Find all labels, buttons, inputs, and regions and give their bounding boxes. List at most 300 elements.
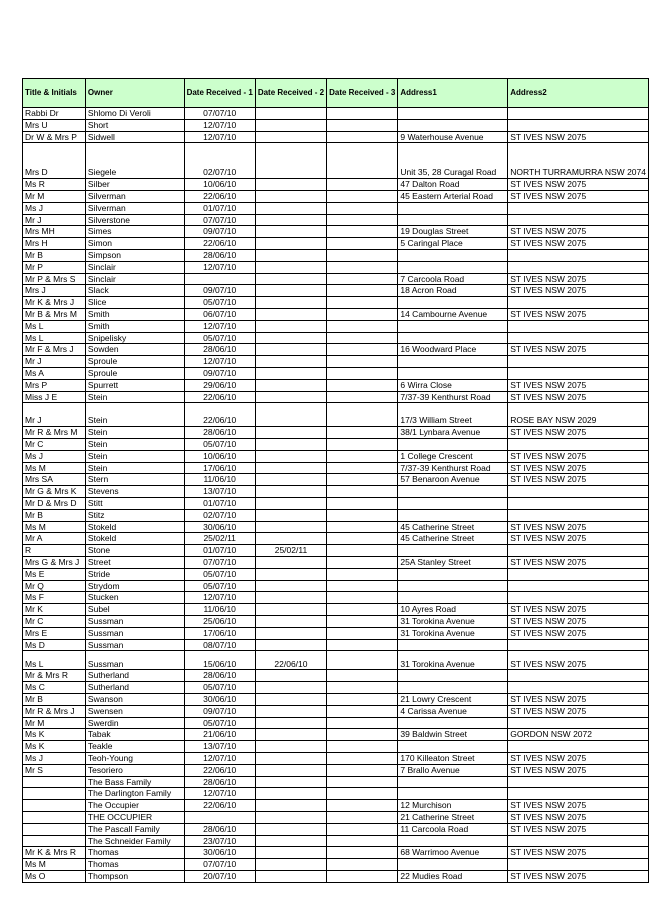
table-row xyxy=(23,788,649,800)
cell-date3 xyxy=(327,179,398,191)
cell-address1 xyxy=(398,297,508,309)
col-header-date1: Date Received - 1 xyxy=(184,79,255,108)
cell-date2 xyxy=(255,320,326,332)
cell-date3 xyxy=(327,604,398,616)
cell-title: R xyxy=(23,545,86,557)
cell-date3 xyxy=(327,651,398,670)
cell-date3 xyxy=(327,568,398,580)
cell-date1: 11/06/10 xyxy=(184,474,255,486)
cell-address2 xyxy=(508,670,649,682)
cell-address1: 18 Acron Road xyxy=(398,285,508,297)
cell-title: Ms J xyxy=(23,450,86,462)
cell-date3 xyxy=(327,249,398,261)
cell-date2 xyxy=(255,344,326,356)
cell-address2: ST IVES NSW 2075 xyxy=(508,190,649,202)
cell-owner: Sussman xyxy=(85,615,184,627)
cell-address1: 9 Waterhouse Avenue xyxy=(398,131,508,143)
cell-owner: Stride xyxy=(85,568,184,580)
cell-owner: Siegele xyxy=(85,143,184,179)
table-row xyxy=(23,344,649,356)
cell-address1: 7 Brallo Avenue xyxy=(398,764,508,776)
cell-date3 xyxy=(327,190,398,202)
cell-date3 xyxy=(327,131,398,143)
cell-date1: 02/07/10 xyxy=(184,509,255,521)
cell-title: Ms C xyxy=(23,682,86,694)
cell-address2: ST IVES NSW 2075 xyxy=(508,533,649,545)
cell-address2: ST IVES NSW 2075 xyxy=(508,391,649,403)
cell-address1 xyxy=(398,202,508,214)
col-header-owner: Owner xyxy=(85,79,184,108)
cell-date2 xyxy=(255,509,326,521)
cell-address1: 21 Lowry Crescent xyxy=(398,694,508,706)
cell-date3 xyxy=(327,521,398,533)
cell-address2 xyxy=(508,356,649,368)
cell-date2 xyxy=(255,705,326,717)
cell-owner: Sproule xyxy=(85,367,184,379)
table-row xyxy=(23,439,649,451)
cell-date3 xyxy=(327,439,398,451)
cell-title: Mr F & Mrs J xyxy=(23,344,86,356)
cell-date1: 10/06/10 xyxy=(184,179,255,191)
cell-address1: 7/37-39 Kenthurst Road xyxy=(398,391,508,403)
cell-title: Dr W & Mrs P xyxy=(23,131,86,143)
table-row xyxy=(23,261,649,273)
cell-date3 xyxy=(327,835,398,847)
cell-address2: ST IVES NSW 2075 xyxy=(508,651,649,670)
cell-title xyxy=(23,812,86,824)
cell-owner: Sussman xyxy=(85,639,184,651)
cell-date1: 05/07/10 xyxy=(184,682,255,694)
cell-address1: 31 Torokina Avenue xyxy=(398,615,508,627)
cell-owner: The Pascall Family xyxy=(85,823,184,835)
cell-date2 xyxy=(255,450,326,462)
cell-date3 xyxy=(327,741,398,753)
cell-owner: Shlomo Di Veroli xyxy=(85,108,184,120)
cell-address2: ST IVES NSW 2075 xyxy=(508,427,649,439)
cell-date3 xyxy=(327,859,398,871)
cell-date3 xyxy=(327,450,398,462)
cell-title xyxy=(23,823,86,835)
cell-address1 xyxy=(398,670,508,682)
table-row xyxy=(23,486,649,498)
cell-title: Mr Q xyxy=(23,580,86,592)
cell-title: Ms K xyxy=(23,741,86,753)
cell-address2 xyxy=(508,261,649,273)
table-row xyxy=(23,741,649,753)
cell-owner: Stone xyxy=(85,545,184,557)
table-row xyxy=(23,450,649,462)
cell-date1: 12/07/10 xyxy=(184,261,255,273)
cell-date2 xyxy=(255,670,326,682)
table-row xyxy=(23,190,649,202)
cell-title: Mr B xyxy=(23,694,86,706)
cell-address2: ST IVES NSW 2075 xyxy=(508,131,649,143)
cell-address1 xyxy=(398,498,508,510)
cell-date3 xyxy=(327,753,398,765)
cell-date1: 07/07/10 xyxy=(184,108,255,120)
cell-date1: 08/07/10 xyxy=(184,639,255,651)
cell-address2 xyxy=(508,486,649,498)
table-row xyxy=(23,705,649,717)
cell-title xyxy=(23,835,86,847)
cell-title: Ms M xyxy=(23,859,86,871)
cell-date2 xyxy=(255,332,326,344)
cell-owner: Simpson xyxy=(85,249,184,261)
cell-date2 xyxy=(255,214,326,226)
cell-title: Ms E xyxy=(23,568,86,580)
cell-title: Ms O xyxy=(23,871,86,883)
cell-address2 xyxy=(508,788,649,800)
cell-date3 xyxy=(327,556,398,568)
table-row xyxy=(23,717,649,729)
cell-date1: 05/07/10 xyxy=(184,568,255,580)
cell-date3 xyxy=(327,462,398,474)
cell-address1: 17/3 William Street xyxy=(398,403,508,427)
cell-owner: Stein xyxy=(85,439,184,451)
cell-address2 xyxy=(508,592,649,604)
cell-date1: 09/07/10 xyxy=(184,705,255,717)
table-row xyxy=(23,871,649,883)
cell-address1 xyxy=(398,776,508,788)
cell-title: Mr S xyxy=(23,764,86,776)
table-row xyxy=(23,131,649,143)
cell-date2 xyxy=(255,580,326,592)
cell-address2: ST IVES NSW 2075 xyxy=(508,308,649,320)
cell-date3 xyxy=(327,682,398,694)
cell-title: Mr P & Mrs S xyxy=(23,273,86,285)
cell-owner: Sproule xyxy=(85,356,184,368)
cell-owner: Short xyxy=(85,119,184,131)
col-header-title: Title & Initials xyxy=(23,79,86,108)
cell-owner: THE OCCUPIER xyxy=(85,812,184,824)
cell-title: Mr J xyxy=(23,214,86,226)
cell-address2 xyxy=(508,568,649,580)
cell-date2 xyxy=(255,556,326,568)
cell-date3 xyxy=(327,670,398,682)
cell-address2 xyxy=(508,119,649,131)
cell-owner: Simon xyxy=(85,238,184,250)
cell-date2 xyxy=(255,568,326,580)
cell-address1 xyxy=(398,119,508,131)
cell-address2 xyxy=(508,741,649,753)
table-row xyxy=(23,776,649,788)
cell-address1 xyxy=(398,108,508,120)
cell-title: Mr M xyxy=(23,190,86,202)
cell-owner: Sutherland xyxy=(85,682,184,694)
cell-address1 xyxy=(398,249,508,261)
cell-address1 xyxy=(398,741,508,753)
cell-date1: 22/06/10 xyxy=(184,391,255,403)
cell-title: Ms J xyxy=(23,753,86,765)
cell-date2 xyxy=(255,285,326,297)
cell-title: Mr K & Mrs R xyxy=(23,847,86,859)
cell-date1: 12/07/10 xyxy=(184,753,255,765)
col-header-date3: Date Received - 3 xyxy=(327,79,398,108)
table-row xyxy=(23,592,649,604)
cell-date2 xyxy=(255,639,326,651)
cell-date3 xyxy=(327,509,398,521)
cell-owner: Silverman xyxy=(85,190,184,202)
cell-date2 xyxy=(255,297,326,309)
cell-date1: 23/07/10 xyxy=(184,835,255,847)
cell-address1 xyxy=(398,580,508,592)
cell-date1: 12/07/10 xyxy=(184,320,255,332)
cell-owner: Stern xyxy=(85,474,184,486)
cell-title: Rabbi Dr xyxy=(23,108,86,120)
table-row xyxy=(23,823,649,835)
cell-owner: Stucken xyxy=(85,592,184,604)
cell-title: Ms A xyxy=(23,367,86,379)
cell-date1: 05/07/10 xyxy=(184,717,255,729)
cell-date1: 28/06/10 xyxy=(184,776,255,788)
cell-date1: 09/07/10 xyxy=(184,367,255,379)
cell-address2: ST IVES NSW 2075 xyxy=(508,521,649,533)
cell-owner: Stitt xyxy=(85,498,184,510)
cell-date2 xyxy=(255,776,326,788)
cell-date2 xyxy=(255,604,326,616)
cell-owner: Street xyxy=(85,556,184,568)
cell-title: Mrs U xyxy=(23,119,86,131)
cell-date2 xyxy=(255,847,326,859)
cell-date2 xyxy=(255,202,326,214)
cell-address2: ST IVES NSW 2075 xyxy=(508,556,649,568)
cell-address2: ST IVES NSW 2075 xyxy=(508,812,649,824)
cell-date2 xyxy=(255,308,326,320)
cell-owner: The Darlington Family xyxy=(85,788,184,800)
cell-date2 xyxy=(255,729,326,741)
cell-date1: 12/07/10 xyxy=(184,131,255,143)
cell-address2 xyxy=(508,297,649,309)
cell-address2: ST IVES NSW 2075 xyxy=(508,462,649,474)
cell-date1: 22/06/10 xyxy=(184,238,255,250)
cell-address2 xyxy=(508,580,649,592)
cell-date1: 20/07/10 xyxy=(184,871,255,883)
cell-owner: Stein xyxy=(85,391,184,403)
cell-address2: ST IVES NSW 2075 xyxy=(508,871,649,883)
cell-date3 xyxy=(327,545,398,557)
cell-date3 xyxy=(327,764,398,776)
cell-title: Mr D & Mrs D xyxy=(23,498,86,510)
cell-address1: 47 Dalton Road xyxy=(398,179,508,191)
records-table xyxy=(22,78,649,883)
cell-date2 xyxy=(255,812,326,824)
cell-date3 xyxy=(327,639,398,651)
table-row xyxy=(23,297,649,309)
cell-address2 xyxy=(508,320,649,332)
cell-date1: 09/07/10 xyxy=(184,285,255,297)
cell-address1: Unit 35, 28 Curagal Road xyxy=(398,143,508,179)
cell-date3 xyxy=(327,776,398,788)
cell-title: Mrs E xyxy=(23,627,86,639)
table-row xyxy=(23,859,649,871)
cell-title: Ms K xyxy=(23,729,86,741)
cell-date1: 29/06/10 xyxy=(184,379,255,391)
cell-date3 xyxy=(327,391,398,403)
cell-date1: 05/07/10 xyxy=(184,580,255,592)
cell-owner: Smith xyxy=(85,308,184,320)
cell-address2 xyxy=(508,545,649,557)
cell-owner: Stein xyxy=(85,403,184,427)
cell-date1: 25/06/10 xyxy=(184,615,255,627)
cell-address1: 12 Murchison xyxy=(398,800,508,812)
table-row xyxy=(23,509,649,521)
table-row xyxy=(23,764,649,776)
cell-owner: Stokeld xyxy=(85,521,184,533)
cell-address1: 21 Catherine Street xyxy=(398,812,508,824)
cell-date3 xyxy=(327,498,398,510)
cell-address1: 14 Cambourne Avenue xyxy=(398,308,508,320)
cell-owner: Stokeld xyxy=(85,533,184,545)
cell-date2 xyxy=(255,238,326,250)
cell-owner: Swanson xyxy=(85,694,184,706)
cell-date1: 30/06/10 xyxy=(184,694,255,706)
cell-date1: 13/07/10 xyxy=(184,741,255,753)
cell-date1: 28/06/10 xyxy=(184,249,255,261)
table-row xyxy=(23,202,649,214)
cell-address2: ST IVES NSW 2075 xyxy=(508,615,649,627)
cell-address1 xyxy=(398,568,508,580)
cell-title: Ms J xyxy=(23,202,86,214)
cell-date1: 15/06/10 xyxy=(184,651,255,670)
cell-owner: Simes xyxy=(85,226,184,238)
cell-address1 xyxy=(398,367,508,379)
cell-date2 xyxy=(255,498,326,510)
table-row xyxy=(23,835,649,847)
cell-address2 xyxy=(508,498,649,510)
cell-date2 xyxy=(255,859,326,871)
cell-title: Mrs MH xyxy=(23,226,86,238)
cell-address2: ST IVES NSW 2075 xyxy=(508,226,649,238)
cell-owner: Stein xyxy=(85,450,184,462)
cell-title: Ms L xyxy=(23,651,86,670)
cell-date3 xyxy=(327,226,398,238)
cell-date2 xyxy=(255,190,326,202)
cell-title: Ms L xyxy=(23,332,86,344)
table-row xyxy=(23,273,649,285)
cell-date1: 25/02/11 xyxy=(184,533,255,545)
cell-title: Mr J xyxy=(23,403,86,427)
cell-address1 xyxy=(398,682,508,694)
cell-title: Mrs P xyxy=(23,379,86,391)
cell-date2 xyxy=(255,462,326,474)
cell-date3 xyxy=(327,580,398,592)
table-row xyxy=(23,462,649,474)
cell-title: Mr B & Mrs M xyxy=(23,308,86,320)
cell-title: Ms L xyxy=(23,320,86,332)
cell-owner: Sowden xyxy=(85,344,184,356)
cell-address2: ST IVES NSW 2075 xyxy=(508,705,649,717)
cell-address1 xyxy=(398,545,508,557)
cell-address2: ST IVES NSW 2075 xyxy=(508,753,649,765)
cell-date2 xyxy=(255,800,326,812)
table-row xyxy=(23,682,649,694)
cell-title: Ms F xyxy=(23,592,86,604)
cell-date1: 01/07/10 xyxy=(184,498,255,510)
cell-address2: ST IVES NSW 2075 xyxy=(508,379,649,391)
cell-title: Mrs J xyxy=(23,285,86,297)
cell-owner: Silverman xyxy=(85,202,184,214)
cell-address2 xyxy=(508,249,649,261)
cell-date2 xyxy=(255,788,326,800)
cell-address2: NORTH TURRAMURRA NSW 2074 xyxy=(508,143,649,179)
cell-title: Ms R xyxy=(23,179,86,191)
col-header-address2: Address2 xyxy=(508,79,649,108)
cell-date2 xyxy=(255,391,326,403)
cell-address1: 45 Catherine Street xyxy=(398,521,508,533)
cell-date1: 30/06/10 xyxy=(184,521,255,533)
cell-date3 xyxy=(327,486,398,498)
cell-title: Mr B xyxy=(23,509,86,521)
cell-owner: Thomas xyxy=(85,859,184,871)
table-row xyxy=(23,521,649,533)
table-row xyxy=(23,545,649,557)
cell-date1: 07/07/10 xyxy=(184,859,255,871)
cell-date3 xyxy=(327,788,398,800)
cell-address2 xyxy=(508,367,649,379)
table-row xyxy=(23,533,649,545)
cell-date3 xyxy=(327,871,398,883)
cell-date3 xyxy=(327,403,398,427)
table-row xyxy=(23,556,649,568)
cell-address2: ST IVES NSW 2075 xyxy=(508,285,649,297)
cell-date3 xyxy=(327,356,398,368)
cell-date2 xyxy=(255,592,326,604)
table-row xyxy=(23,308,649,320)
cell-date3 xyxy=(327,119,398,131)
table-row xyxy=(23,580,649,592)
cell-owner: The Schneider Family xyxy=(85,835,184,847)
cell-date1: 09/07/10 xyxy=(184,226,255,238)
cell-date2 xyxy=(255,533,326,545)
cell-owner: Snipelisky xyxy=(85,332,184,344)
cell-title: Ms M xyxy=(23,462,86,474)
table-row xyxy=(23,226,649,238)
cell-date2 xyxy=(255,521,326,533)
cell-title: Miss J E xyxy=(23,391,86,403)
cell-address1: 25A Stanley Street xyxy=(398,556,508,568)
table-row xyxy=(23,249,649,261)
table-row xyxy=(23,108,649,120)
table-row xyxy=(23,356,649,368)
cell-date2 xyxy=(255,367,326,379)
cell-title: Ms M xyxy=(23,521,86,533)
cell-owner: Tabak xyxy=(85,729,184,741)
cell-date1: 28/06/10 xyxy=(184,344,255,356)
cell-date3 xyxy=(327,297,398,309)
cell-date2: 25/02/11 xyxy=(255,545,326,557)
cell-date2 xyxy=(255,871,326,883)
cell-title: Mr J xyxy=(23,356,86,368)
cell-address1 xyxy=(398,835,508,847)
cell-owner: Slack xyxy=(85,285,184,297)
cell-address2 xyxy=(508,509,649,521)
cell-address2 xyxy=(508,776,649,788)
cell-owner: Sussman xyxy=(85,651,184,670)
cell-address1 xyxy=(398,592,508,604)
cell-address2: ST IVES NSW 2075 xyxy=(508,238,649,250)
cell-date1: 22/06/10 xyxy=(184,403,255,427)
table-row xyxy=(23,812,649,824)
cell-address2: GORDON NSW 2072 xyxy=(508,729,649,741)
cell-title: Mr G & Mrs K xyxy=(23,486,86,498)
cell-date3 xyxy=(327,308,398,320)
cell-address2: ST IVES NSW 2075 xyxy=(508,450,649,462)
cell-address2: ST IVES NSW 2075 xyxy=(508,800,649,812)
table-row xyxy=(23,427,649,439)
cell-date2 xyxy=(255,764,326,776)
cell-owner: Sinclair xyxy=(85,273,184,285)
cell-date1: 28/06/10 xyxy=(184,823,255,835)
